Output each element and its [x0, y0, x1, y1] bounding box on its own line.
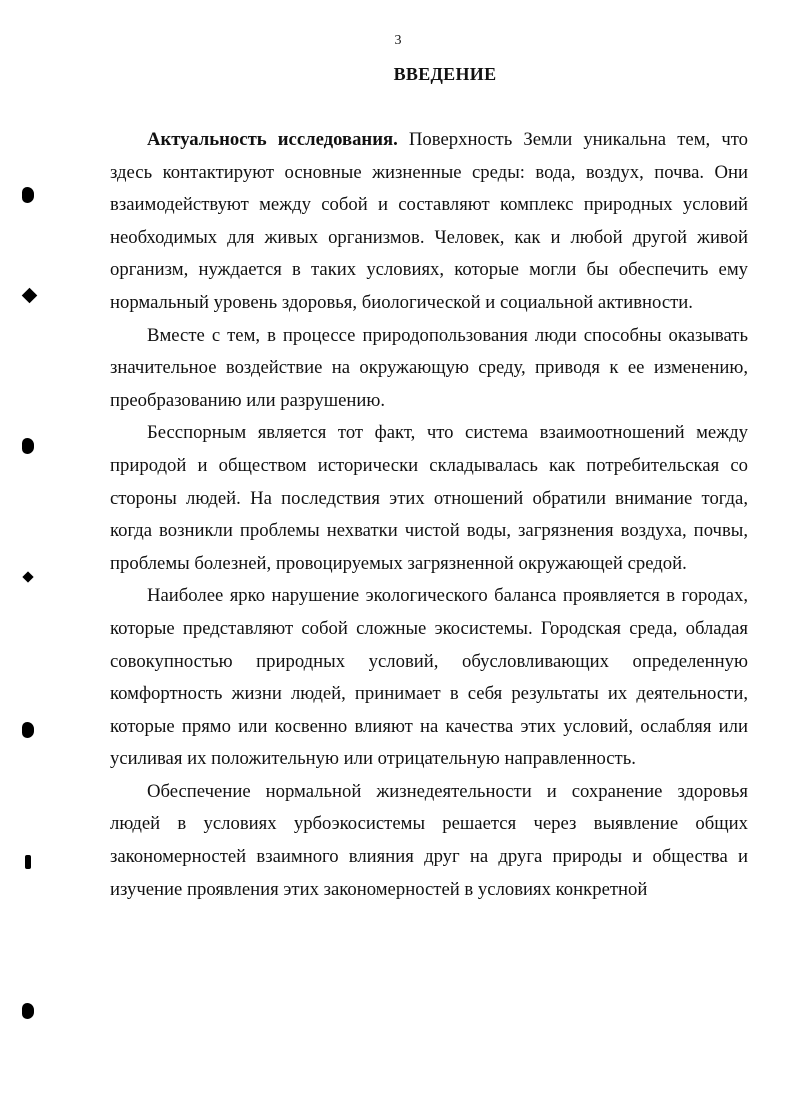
paragraph-relations: Бесспорным является тот факт, что система взаимоотношений между природой и обществом исторически складывалась как потребительская со стороны людей. На последствия этих отношений обратили внимание тогда, когда возникли проблемы нехватки чистой воды, загрязнения воздуха, почвы, проблемы болезней, провоцируемых загрязненной окружающей средой. — [110, 422, 748, 574]
paragraph-health: Обеспечение нормальной жизнедеятельности и сохранение здоровья людей в условиях урбоэкосистемы решается через выявление общих закономерностей взаимного влияния друг на друга природы и общества и изучение проявления этих закономерностей в условиях конкретной — [110, 780, 748, 900]
paragraph-nature-use: Вместе с тем, в процессе природопользования люди способны оказывать значительное воздействие на окружающую среду, приводя к ее изменению, преобразованию или разрушению. — [110, 324, 748, 411]
binding-hole-mark — [22, 288, 38, 304]
binding-hole-mark — [22, 438, 34, 454]
binding-hole-mark — [22, 571, 33, 582]
binding-hole-mark — [25, 855, 31, 869]
binding-hole-mark — [22, 187, 34, 203]
binding-hole-mark — [22, 1003, 34, 1019]
body-text — [110, 124, 748, 906]
paragraph-cities: Наиболее ярко нарушение экологического баланса проявляется в городах, которые представляют собой сложные экосистемы. Городская среда, обладая совокупностью природных условий, обусловливающих определенную комфортность жизни людей, принимает в себя результаты их деятельности, которые прямо или косвенно влияют на качества этих условий, ослабляя или усиливая их положительную или отрицательную направленность. — [110, 585, 748, 770]
paragraph-relevance — [110, 124, 748, 320]
page-title: ВВЕДЕНИЕ — [393, 64, 497, 84]
binding-hole-mark — [22, 722, 34, 738]
paragraph-lead: Актуальность исследования. — [147, 129, 398, 150]
paragraph-text: Поверхность Земли уникальна тем, что здесь контактируют основные жизненные среды: вода, воздух, почва. Они взаимодействуют между собой и составляют комплекс природных условий необходимых для живых организмов. Человек, как и любой другой живой организм, нуждается в таких условиях, которые могли бы обеспечить ему нормальный уровень здоровья, биологической и социальной активности. — [110, 129, 748, 313]
page-number: 3 — [394, 33, 402, 48]
